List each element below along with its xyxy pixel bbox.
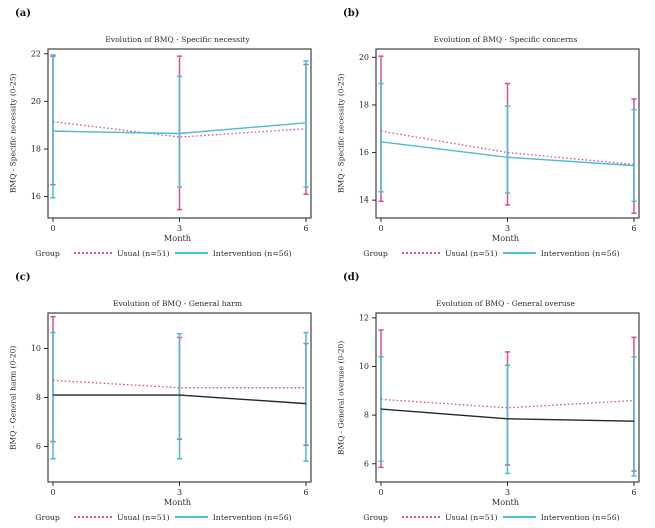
legend-intervention-label: Intervention (n=56) <box>212 248 292 258</box>
panel-d <box>328 264 655 528</box>
chart-title: Evolution of BMQ - Specific necessity <box>105 35 250 44</box>
svg-text:0: 0 <box>378 488 384 497</box>
svg-text:18: 18 <box>30 144 41 154</box>
intervention-line-sample <box>503 516 536 518</box>
legend-group-label: Group <box>363 512 388 522</box>
svg-text:8: 8 <box>363 410 369 420</box>
svg-text:6: 6 <box>303 488 309 497</box>
svg-text:0: 0 <box>378 224 384 233</box>
legend-group-label: Group <box>35 512 60 522</box>
chart-title: Evolution of BMQ - Specific concerns <box>433 35 578 44</box>
usual-line-sample <box>74 252 112 254</box>
panel-label: (b) <box>343 8 360 19</box>
x-axis-label: Month <box>491 233 520 243</box>
y-axis-label: BMQ - General overuse (0-20) <box>336 340 346 455</box>
svg-text:6: 6 <box>303 224 309 233</box>
legend-usual-label: Usual (n=51) <box>116 512 170 522</box>
svg-text:10: 10 <box>30 344 41 354</box>
legend-usual-label: Usual (n=51) <box>116 248 170 258</box>
legend-intervention-label: Intervention (n=56) <box>540 248 620 258</box>
svg-text:14: 14 <box>358 195 369 205</box>
svg-text:6: 6 <box>631 224 637 233</box>
legend <box>328 245 655 261</box>
y-axis-label: BMQ - General harm (0-20) <box>8 345 18 450</box>
svg-text:0: 0 <box>50 224 56 233</box>
y-axis-label: BMQ - Specific necessity (0-25) <box>336 73 346 194</box>
legend-group-label: Group <box>35 248 60 258</box>
usual-line-sample <box>402 516 440 518</box>
x-axis-label: Month <box>163 233 192 243</box>
usual-line-sample <box>402 252 440 254</box>
x-axis-label: Month <box>163 497 192 507</box>
svg-text:8: 8 <box>35 393 41 403</box>
svg-text:10: 10 <box>358 362 369 372</box>
legend-usual-label: Usual (n=51) <box>444 248 498 258</box>
panel-c <box>0 264 327 528</box>
svg-text:3: 3 <box>176 224 183 233</box>
panel-label: (d) <box>343 272 360 283</box>
legend <box>0 509 327 525</box>
legend-intervention-label: Intervention (n=56) <box>212 512 292 522</box>
panel-a <box>0 0 327 264</box>
svg-text:3: 3 <box>176 488 183 497</box>
legend-group-label: Group <box>363 248 388 258</box>
chart-title: Evolution of BMQ - General overuse <box>435 299 576 308</box>
y-axis-label: BMQ - Specific necessity (0-25) <box>8 73 18 194</box>
legend <box>328 509 655 525</box>
svg-text:6: 6 <box>631 488 637 497</box>
svg-text:3: 3 <box>504 224 511 233</box>
chart-title: Evolution of BMQ - General harm <box>112 299 243 308</box>
svg-text:6: 6 <box>363 459 369 469</box>
panel-label: (c) <box>15 272 31 283</box>
svg-text:20: 20 <box>358 52 369 62</box>
svg-text:22: 22 <box>30 49 41 59</box>
usual-line-sample <box>74 516 112 518</box>
svg-text:18: 18 <box>358 100 369 110</box>
svg-text:20: 20 <box>30 96 41 106</box>
panel-b <box>328 0 655 264</box>
svg-text:16: 16 <box>30 192 41 202</box>
intervention-line-sample <box>175 516 208 518</box>
svg-text:12: 12 <box>358 313 369 323</box>
svg-text:16: 16 <box>358 148 369 158</box>
panel-label: (a) <box>15 8 31 19</box>
legend-usual-label: Usual (n=51) <box>444 512 498 522</box>
intervention-line-sample <box>503 252 536 254</box>
x-axis-label: Month <box>491 497 520 507</box>
intervention-line-sample <box>175 252 208 254</box>
legend <box>0 245 327 261</box>
legend-intervention-label: Intervention (n=56) <box>540 512 620 522</box>
svg-text:3: 3 <box>504 488 511 497</box>
svg-text:6: 6 <box>35 442 41 452</box>
svg-text:0: 0 <box>50 488 56 497</box>
